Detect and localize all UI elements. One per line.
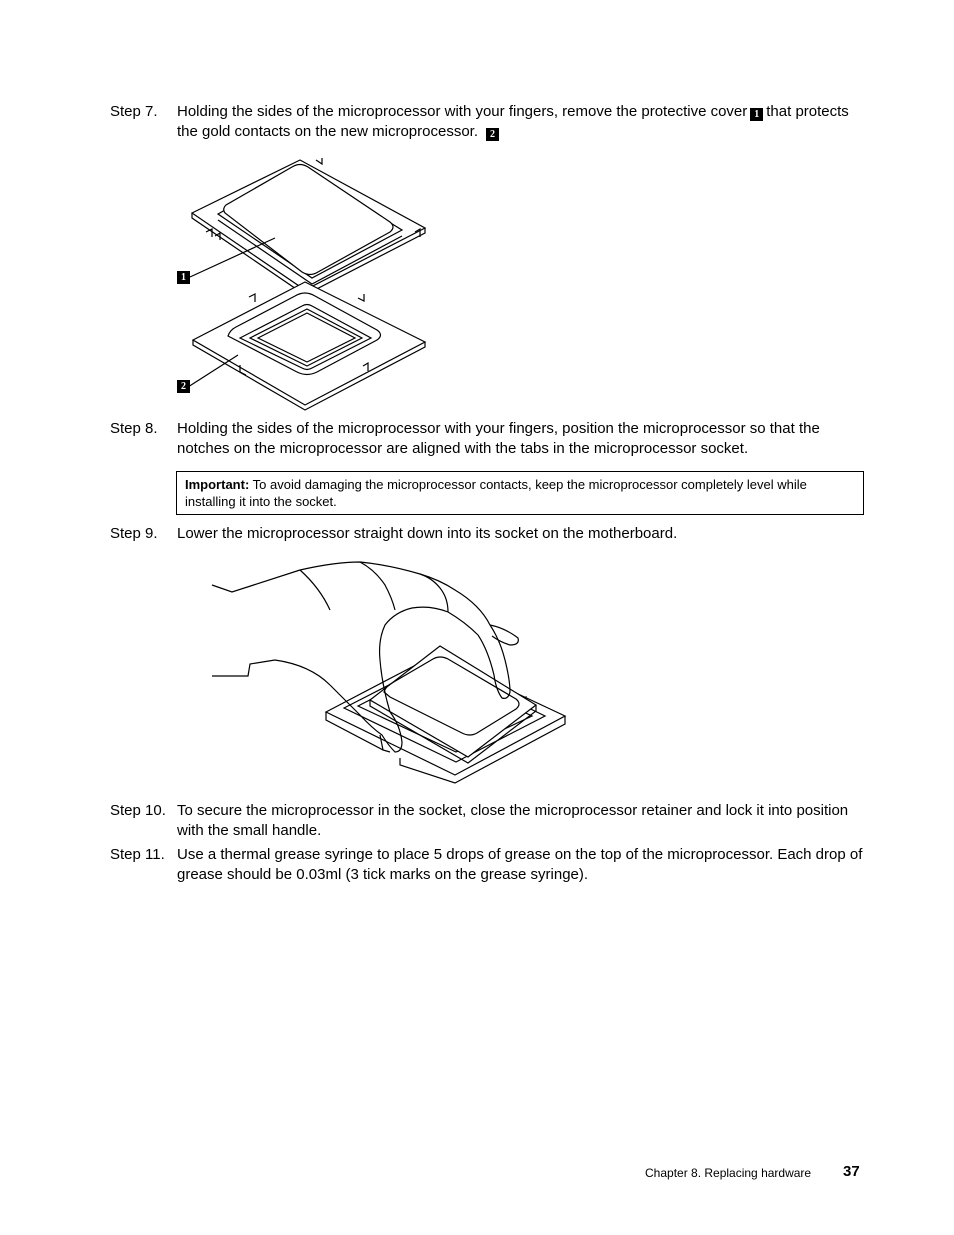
step-label: Step 7. (110, 103, 158, 120)
step-text-part: Holding the sides of the microprocessor with your fingers, remove the protective cover (177, 103, 748, 120)
callout-2: 2 (486, 128, 499, 141)
page-number: 37 (843, 1163, 860, 1180)
footer-chapter-title: Chapter 8. Replacing hardware (645, 1166, 812, 1180)
figure-callout-1: 1 (177, 271, 190, 284)
step-text: Use a thermal grease syringe to place 5 drops of grease on the top of the microprocessor. Each drop of grease should be 0.03ml (3 tick marks on the grease syringe). (177, 846, 863, 883)
callout-1: 1 (750, 108, 763, 121)
step-text: Holding the sides of the microprocessor with your fingers, position the microprocessor so that the notches on the microprocessor are aligned with the tabs in the microprocessor socket. (177, 420, 820, 457)
step-label: Step 10. (110, 802, 166, 819)
figure-callout-2: 2 (177, 380, 190, 393)
step-text: Lower the microprocessor straight down into its socket on the motherboard. (177, 525, 678, 542)
step-text: To secure the microprocessor in the socket, close the microprocessor retainer and lock it into position with the small handle. (177, 802, 849, 839)
notice-label: Important: (185, 477, 250, 492)
step-label: Step 9. (110, 525, 158, 542)
step-text-part: that protects the gold contacts on the new microprocessor. (177, 103, 849, 140)
step-label: Step 8. (110, 420, 158, 437)
notice-text: To avoid damaging the microprocessor contacts, keep the microprocessor completely level while installing it into the socket. (185, 477, 807, 509)
step-label: Step 11. (110, 846, 165, 863)
